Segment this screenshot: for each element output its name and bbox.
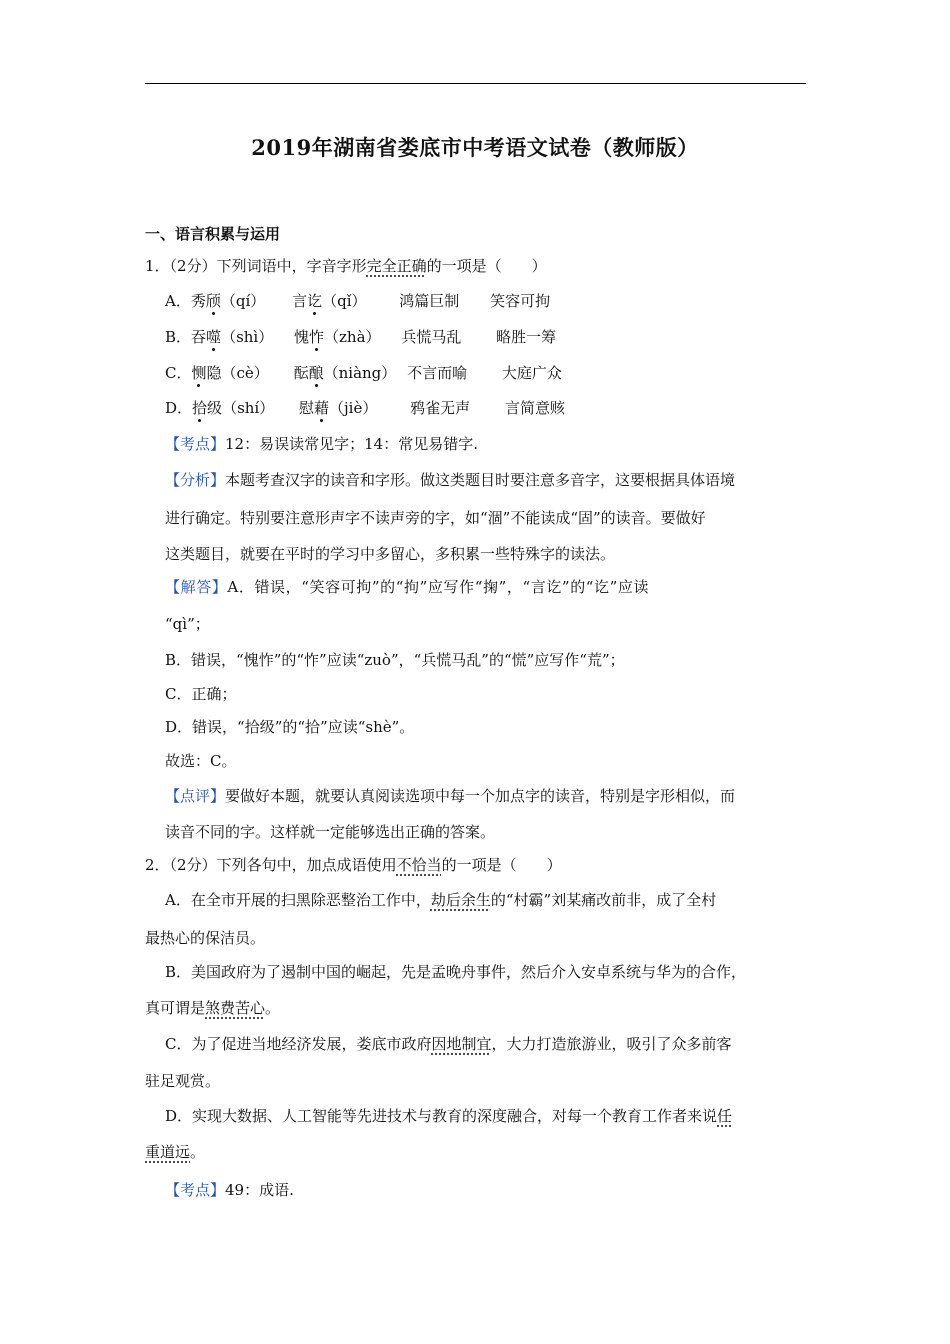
q1-stem: 1．（2分）下列词语中，字音字形完全正确的一项是（ ） bbox=[145, 257, 547, 275]
q2-option-b-line-2: 真可谓是煞费苦心。 bbox=[145, 999, 281, 1017]
q1-jieda-line-4: C．正确； bbox=[165, 685, 237, 703]
q2-stem: 2．（2分）下列各句中，加点成语使用不恰当的一项是（ ） bbox=[145, 856, 562, 874]
q1-jieda-line-2: “qì”； bbox=[165, 615, 210, 633]
q2-option-d-line-2: 重道远。 bbox=[145, 1143, 206, 1161]
q1-fenxi-line-2: 进行确定。特别要注意形声字不读声旁的字，如“涸”不能读成“固”的读音。要做好 bbox=[165, 509, 706, 527]
q2-b-idiom: 煞费苦心 bbox=[205, 999, 266, 1017]
q1-option-a: A．秀颀（qí） 言讫（qǐ） 鸿篇巨制 笑容可拘 bbox=[165, 292, 551, 310]
q2-option-b-line-1: B．美国政府为了遏制中国的崛起，先是孟晚舟事件，然后介入安卓系统与华为的合作， bbox=[165, 963, 747, 981]
q1-stem-emphasis: 完全正确 bbox=[366, 257, 427, 275]
q2-option-c-line-1: C．为了促进当地经济发展，娄底市政府因地制宜，大力打造旅游业，吸引了众多前客 bbox=[165, 1035, 732, 1053]
q1-jieda-line-5: D．错误，“拾级”的“拾”应读“shè”。 bbox=[165, 718, 415, 736]
q1-jieda-line-3: B．错误，“愧怍”的“怍”应读“zuò”，“兵慌马乱”的“慌”应写作“荒”； bbox=[165, 651, 625, 669]
q2-kaodian: 【考点】49：成语. bbox=[165, 1181, 294, 1199]
section-heading: 一、语言积累与运用 bbox=[145, 225, 281, 243]
q2-c-idiom: 因地制宜 bbox=[431, 1035, 492, 1053]
q2-option-d-line-1: D．实现大数据、人工智能等先进技术与教育的深度融合，对每一个教育工作者来说任 bbox=[165, 1107, 733, 1125]
q1-dianping-line-2: 读音不同的字。这样就一定能够选出正确的答案。 bbox=[165, 823, 496, 841]
q1-jieda-line-6: 故选：C。 bbox=[165, 752, 237, 770]
q1-option-b: B．吞噬（shì） 愧怍（zhà） 兵慌马乱 略胜一筹 bbox=[165, 328, 557, 346]
kaodian-tag: 【考点】 bbox=[165, 1181, 226, 1199]
q1-option-d: D．拾级（shí） 慰藉（jiè） 鸦雀无声 言简意赅 bbox=[165, 399, 565, 417]
q1-fenxi-line-1: 【分析】本题考查汉字的读音和字形。做这类题目时要注意多音字，这要根据具体语境 bbox=[165, 471, 736, 489]
kaodian-tag: 【考点】 bbox=[165, 435, 226, 453]
q1-kaodian: 【考点】12：易误读常见字；14：常见易错字. bbox=[165, 435, 478, 453]
q1-jieda-line-1: 【解答】A．错误，“笑容可拘”的“拘”应写作“掬”，“言讫”的“讫”应读 bbox=[165, 578, 650, 596]
q2-d-idiom-end: 重道远 bbox=[145, 1143, 191, 1161]
q1-option-c: C．恻隐（cè） 酝酿（niàng） 不言而喻 大庭广众 bbox=[165, 364, 562, 382]
q2-d-idiom-start: 任 bbox=[717, 1107, 733, 1125]
q2-stem-emphasis: 不恰当 bbox=[396, 856, 442, 874]
q1-fenxi-line-3: 这类题目，就要在平时的学习中多留心，多积累一些特殊字的读法。 bbox=[165, 545, 616, 563]
header-rule bbox=[145, 83, 806, 84]
q2-option-a-line-1: A．在全市开展的扫黑除恶整治工作中，劫后余生的“村霸”刘某痛改前非，成了全村 bbox=[165, 891, 717, 909]
page-title: 2019年湖南省娄底市中考语文试卷（教师版） bbox=[251, 135, 699, 160]
jieda-tag: 【解答】 bbox=[165, 578, 228, 596]
q2-a-idiom: 劫后余生 bbox=[430, 891, 491, 909]
q2-option-a-line-2: 最热心的保洁员。 bbox=[145, 929, 266, 947]
q1-dianping-line-1: 【点评】要做好本题，就要认真阅读选项中每一个加点字的读音，特别是字形相似，而 bbox=[165, 787, 736, 805]
q2-option-c-line-2: 驻足观赏。 bbox=[145, 1072, 221, 1090]
dianping-tag: 【点评】 bbox=[165, 787, 226, 805]
fenxi-tag: 【分析】 bbox=[165, 471, 226, 489]
